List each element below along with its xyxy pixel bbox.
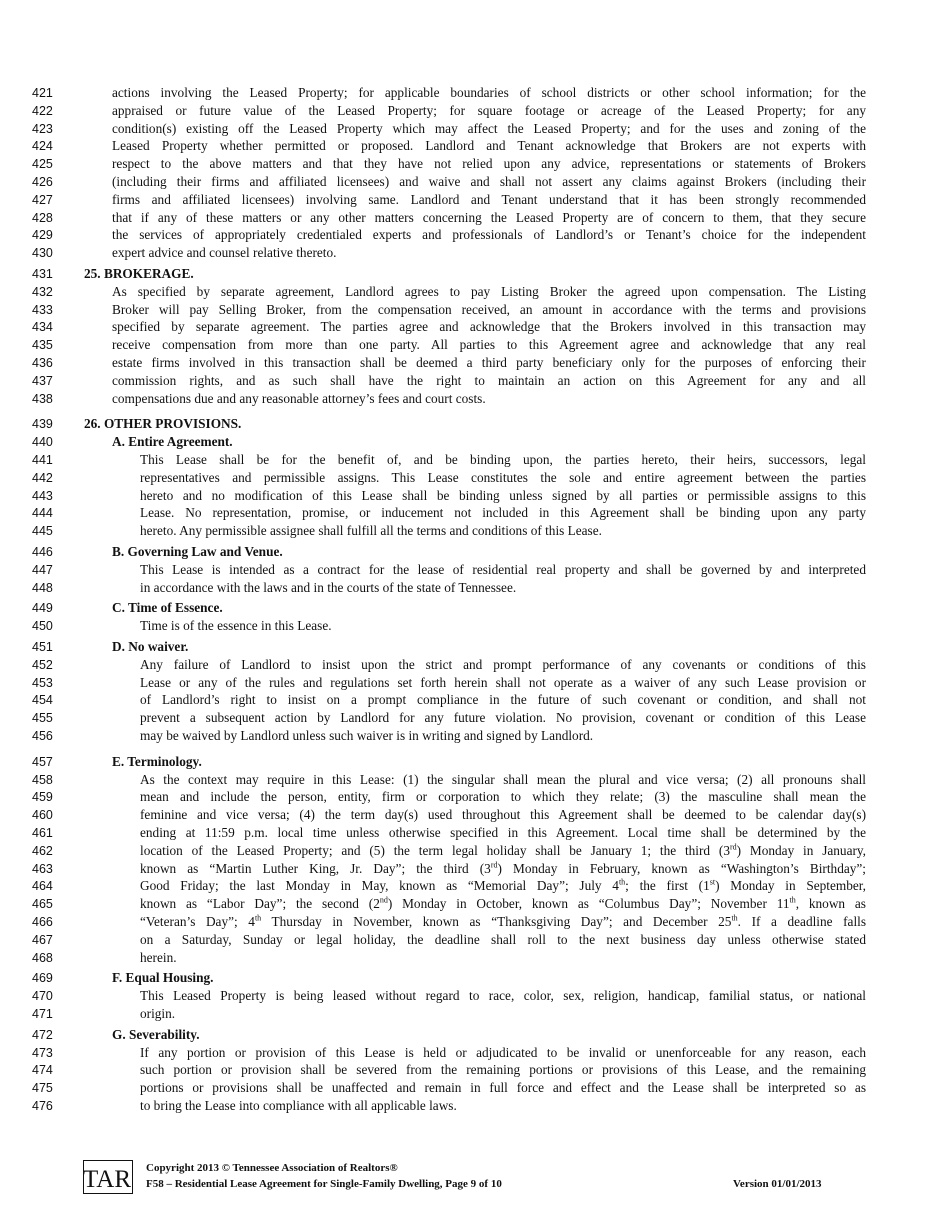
line-number: 471 [32,1007,53,1021]
line-number: 467 [32,932,53,947]
line-number: 440 [32,435,53,450]
document-line: compensations due and any reasonable attorney’s fees and court costs. [112,390,486,406]
document-line: Lease. No representation, promise, or inducement not included in this Agreement shall be binding upon any party [140,505,866,521]
section-heading: E. Terminology. [112,753,202,769]
document-line: location of the Leased Property; and (5) the term legal holiday shall be January 1; the third (3rd) Monday in January, [140,842,866,858]
line-number: 454 [32,693,53,708]
section-heading: F. Equal Housing. [112,970,214,986]
document-line: to bring the Lease into compliance with all applicable laws. [140,1098,457,1113]
line-number: 429 [32,228,53,243]
section-heading: 26. OTHER PROVISIONS. [84,416,242,432]
document-line: Broker will pay Selling Broker, from the compensation received, an amount in accordance with the terms and provisions [112,301,866,317]
document-line: ending at 11:59 p.m. local time unless otherwise specified in this Agreement. Local time shall be determined by the [140,825,866,840]
line-number: 457 [32,754,53,769]
document-line: This Lease is intended as a contract for the lease of residential real property and shall be governed by and interpreted [140,561,866,577]
section-heading: D. No waiver. [112,639,189,654]
line-number: 448 [32,580,53,595]
document-line: on a Saturday, Sunday or legal holiday, the deadline shall roll to the next business day unless otherwise stated [140,931,866,947]
document-line: Leased Property whether permitted or proposed. Landlord and Tenant acknowledge that Brokers are not experts with [112,138,866,154]
document-line: known as “Labor Day”; the second (2nd) Monday in October, known as “Columbus Day”; November 11th, known as [140,895,866,912]
line-number: 451 [32,640,53,654]
line-number: 474 [32,1063,53,1078]
line-number: 473 [32,1045,53,1060]
section-heading: G. Severability. [112,1026,200,1042]
document-line: firms and affiliated licensees) involving same. Landlord and Tenant understand that it has been strongly recommended [112,191,866,207]
line-number: 459 [32,790,53,805]
document-line: the services of appropriately credentialed experts and professionals of Landlord’s or Tenant’s choice for the independent [112,227,866,243]
line-number: 447 [32,562,53,577]
line-number: 437 [32,373,53,388]
document-line: origin. [140,1006,176,1021]
document-line: prevent a subsequent action by Landlord for any future violation. No provision, covenant or condition of this Lease [140,710,866,726]
line-number: 470 [32,989,53,1004]
document-line: Any failure of Landlord to insist upon the strict and prompt performance of any covenants or conditions of this [140,656,866,672]
section-heading: 25. BROKERAGE. [84,266,194,281]
line-number: 432 [32,284,53,299]
line-number: 423 [32,121,53,136]
line-number: 456 [32,729,53,743]
line-number: 428 [32,210,53,225]
document-line: This Leased Property is being leased without regard to race, color, sex, religion, handicap, familial status, or national [140,988,866,1004]
line-number: 446 [32,545,53,559]
document-line: portions or provisions shall be unaffected and remain in full force and effect and the Lease shall be interpreted so as [140,1080,866,1096]
document-line: As specified by separate agreement, Landlord agrees to pay Listing Broker the agreed upon compensation. The Listing [112,283,866,299]
line-number: 439 [32,417,53,432]
line-number: 425 [32,157,53,172]
line-number: 442 [32,470,53,485]
section-heading: B. Governing Law and Venue. [112,544,283,559]
line-number: 444 [32,506,53,521]
line-number: 441 [32,453,53,467]
line-number: 468 [32,950,53,965]
line-number: 431 [32,267,53,281]
document-line: may be waived by Landlord unless such waiver is in writing and signed by Landlord. [140,728,594,743]
line-number: 435 [32,338,53,353]
line-number: 430 [32,246,53,261]
document-line: commission rights, and as such shall have the right to maintain an action on this Agreement for any and all [112,372,866,388]
line-number: 475 [32,1081,53,1096]
document-line: This Lease shall be for the benefit of, and be binding upon, the parties hereto, their heirs, successors, legal [140,452,866,467]
document-line: As the context may require in this Lease: (1) the singular shall mean the plural and vice versa; (2) all pronouns shall [140,771,866,787]
document-line: representatives and permissible assigns. This Lease constitutes the sole and entire agreement between the parties [140,469,866,485]
document-line: mean and include the person, entity, firm or corporation to which they relate; (3) the masculine shall mean the [140,789,866,805]
line-number: 458 [32,772,53,787]
line-number: 463 [32,861,53,876]
document-line: “Veteran’s Day”; 4th Thursday in November, known as “Thanksgiving Day”; and December 25th. If a deadline falls [140,913,866,929]
line-number: 433 [32,302,53,317]
line-number: 421 [32,86,53,100]
line-number: 436 [32,356,53,370]
tar-logo [83,1160,133,1194]
tar-logo-mark [84,1161,131,1192]
line-number: 422 [32,103,53,118]
page-footer [0,1150,950,1210]
document-line: feminine and vice versa; (4) the term day(s) used throughout this Agreement shall be deemed to be calendar day(s) [140,807,866,823]
document-line: of Landlord’s right to insist on a prompt compliance in the future of such covenant or condition, and shall not [140,692,866,708]
line-number: 453 [32,675,53,690]
line-number: 472 [32,1027,53,1042]
document-line: specified by separate agreement. The parties agree and acknowledge that the Brokers involved in this transaction may [112,319,866,335]
tar-logo-text: TAR [84,1166,131,1192]
document-line: appraised or future value of the Leased Property; for square footage or acreage of the Leased Property; for any [112,102,866,118]
document-line: Time is of the essence in this Lease. [140,618,332,634]
line-number: 434 [32,320,53,335]
document-line: (including their firms and affiliated licensees) and waive and shall not assert any claims against Brokers (including their [112,174,866,189]
line-number: 461 [32,826,53,840]
document-line: actions involving the Leased Property; for applicable boundaries of school districts or other school information; for the [112,85,866,100]
document-line: in accordance with the laws and in the courts of the state of Tennessee. [140,579,517,595]
line-number: 438 [32,391,53,406]
document-line: expert advice and counsel relative thereto. [112,245,337,261]
document-line: receive compensation from more than one party. All parties to this Agreement agree and acknowledge that any real [112,337,866,353]
document-line: hereto. Any permissible assignee shall fulfill all the terms and conditions of this Lease. [140,523,602,539]
line-number: 476 [32,1099,53,1113]
document-line: estate firms involved in this transaction shall be deemed a third party beneficiary only for the purposes of enforcing their [112,355,866,370]
line-number: 460 [32,808,53,823]
document-line: known as “Martin Luther King, Jr. Day”; the third (3rd) Monday in February, known as “Washington’s Birthday”; [140,860,866,876]
section-heading: C. Time of Essence. [112,600,223,616]
line-number: 464 [32,879,53,894]
document-line: herein. [140,949,177,965]
document-line: respect to the above matters and that they have not relied upon any advice, representations or statements of Brokers [112,156,866,172]
document-line: Lease or any of the rules and regulations set forth herein shall not operate as a waiver of any such Lease provision or [140,674,866,690]
line-number: 427 [32,192,53,207]
line-number: 469 [32,971,53,986]
document-line: such portion or provision shall be severed from the remaining portions or provisions of this Lease, and the remaining [140,1062,866,1078]
line-number: 426 [32,175,53,189]
section-heading: A. Entire Agreement. [112,434,233,450]
document-line: condition(s) existing off the Leased Property which may affect the Leased Property; and for the uses and zoning of the [112,120,866,136]
line-number: 450 [32,619,53,634]
line-number: 455 [32,711,53,726]
document-line: If any portion or provision of this Lease is held or adjudicated to be invalid or unenforceable for any reason, each [140,1044,866,1060]
footer-copyright: Copyright 2013 © Tennessee Association of Realtors® [146,1162,398,1174]
line-number: 443 [32,488,53,503]
footer-form-title: F58 – Residential Lease Agreement for Single-Family Dwelling, Page 9 of 10 [146,1178,502,1190]
line-number: 466 [32,915,53,929]
line-number: 449 [32,601,53,616]
line-number: 465 [32,897,53,912]
line-number: 424 [32,139,53,154]
footer-version: Version 01/01/2013 [733,1178,822,1190]
line-number: 462 [32,843,53,858]
line-number: 445 [32,524,53,539]
document-line: hereto and no modification of this Lease shall be binding unless signed by all parties or permissible assigns to this [140,487,866,503]
document-line: that if any of these matters or any other matters concerning the Leased Property are of concern to them, that they secure [112,209,866,225]
document-line: Good Friday; the last Monday in May, known as “Memorial Day”; July 4th; the first (1st) Monday in September, [140,877,866,894]
line-number: 452 [32,657,53,672]
